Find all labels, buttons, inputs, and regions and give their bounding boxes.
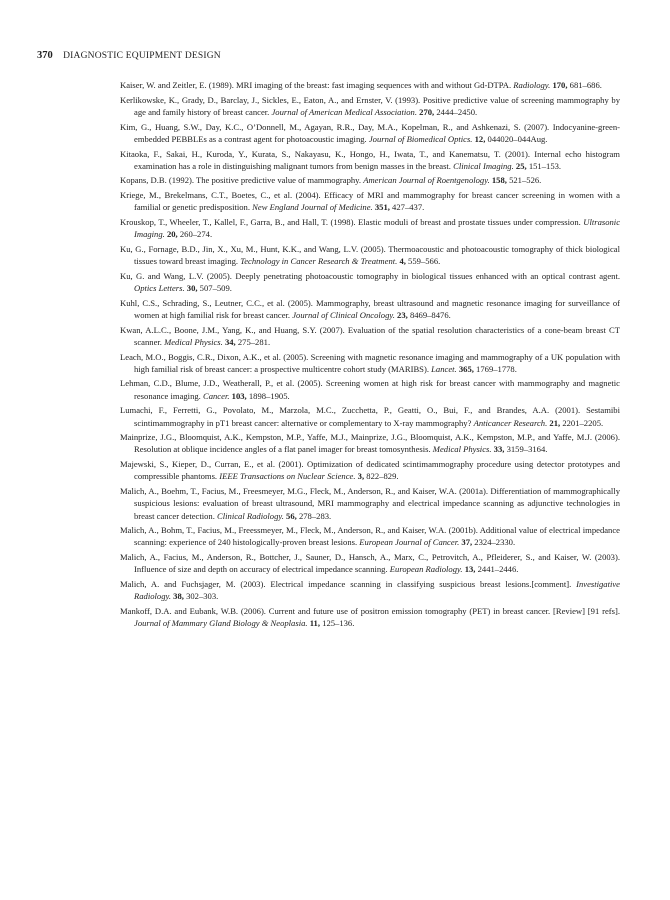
reference-entry <box>120 351 620 375</box>
reference-entry <box>120 431 620 455</box>
ref-authors: Kitaoka, F., Sakai, H., Kuroda, Y., Kurata, S., Nakayasu, K., Hongo, H., Iwata, T., and Kanematsu, T. (2001). Internal echo histogram examination has a role in distinguishing malignant tumors from benign masses in the breast. <box>120 148 620 171</box>
ref-volume: 351, <box>374 202 390 213</box>
reference-entry <box>120 578 620 602</box>
ref-authors: Kaiser, W. and Zeitler, E. (1989). MRI imaging of the breast: fast imaging sequences with and without Gd-DTPA. <box>120 80 512 90</box>
ref-volume: 4, <box>399 256 406 267</box>
ref-volume: 38, <box>173 591 184 602</box>
ref-journal: Journal of Mammary Gland Biology & Neoplasia. <box>134 618 308 629</box>
ref-journal: Radiology. <box>513 80 551 90</box>
ref-volume: 11, <box>309 618 320 629</box>
reference-entry <box>120 551 620 575</box>
reference-entry <box>120 79 620 91</box>
ref-volume: 34, <box>224 336 236 347</box>
ref-volume: 33, <box>493 444 505 455</box>
ref-authors: Malich, A., Facius, M., Anderson, R., Bottcher, J., Sauner, D., Hansch, A., Marx, C., Petrovitch, A., Pfleiderer, S., and Kaiser, W. (2003). Influence of size and depth on accuracy of electrical impedance scanning. <box>120 552 620 575</box>
reference-entry <box>120 148 620 172</box>
ref-journal: New England Journal of Medicine. <box>252 202 373 213</box>
reference-entry <box>120 94 620 118</box>
ref-pages: 151–153. <box>528 160 562 171</box>
ref-authors: Ku, G., Fornage, B.D., Jin, X., Xu, M., Hunt, K.K., and Wang, L.V. (2005). Thermoacoustic and photoacoustic tomography of thick biological tissues toward breast imaging. <box>120 243 620 267</box>
ref-journal: Journal of American Medical Association. <box>271 106 417 117</box>
ref-journal: Journal of Biomedical Optics. <box>368 133 473 144</box>
running-title: DIAGNOSTIC EQUIPMENT DESIGN <box>63 51 221 61</box>
ref-authors: Kwan, A.L.C., Boone, J.M., Yang, K., and Huang, S.Y. (2007). Evaluation of the spatial resolution characteristics of a cone-beam breast CT scanner. <box>120 324 620 347</box>
ref-pages: 3159–3164. <box>506 444 548 455</box>
ref-authors: Ku, G. and Wang, L.V. (2005). Deeply penetrating photoacoustic tomography in biological tissues enhanced with an optical contrast agent. <box>120 270 620 281</box>
ref-authors: Mainprize, J.G., Bloomquist, A.K., Kempston, M.P., Yaffe, M.J., Mainprize, J.G., Bloomquist, A.K., Kempston, M.P., and Yaffe, M.J. (2006). Resolution at oblique incidence angles of a flat panel imager for breast tomosynthesis. <box>120 432 620 455</box>
ref-journal: Medical Physics. <box>432 444 492 455</box>
ref-pages: 302–303. <box>186 591 219 602</box>
ref-volume: 37, <box>461 537 473 548</box>
ref-volume: 3, <box>357 471 365 482</box>
reference-entry <box>120 377 620 401</box>
ref-pages: 8469–8476. <box>409 309 451 320</box>
ref-pages: 1898–1905. <box>248 390 290 401</box>
ref-pages: 2201–2205. <box>562 417 604 428</box>
reference-entry <box>120 174 620 186</box>
reference-entry <box>120 605 620 629</box>
ref-journal: European Journal of Cancer. <box>359 537 460 548</box>
ref-journal: Journal of Clinical Oncology. <box>292 309 395 320</box>
ref-authors: Leach, M.O., Boggis, C.R., Dixon, A.K., et al. (2005). Screening with magnetic resonance imaging and mammography of a UK population with high familial risk of breast cancer: a prospective multicentre cohort study (MARIBS). <box>120 351 620 374</box>
reference-entry <box>120 270 620 294</box>
ref-authors: Majewski, S., Kieper, D., Curran, E., et al. (2001). Optimization of dedicated scintimammography procedure using detector prototypes and compressible phantoms. <box>120 459 620 482</box>
ref-pages: 044020–044Aug. <box>487 133 548 144</box>
ref-authors: Kriege, M., Brekelmans, C.T., Boetes, C., et al. (2004). Efficacy of MRI and mammography for breast cancer screening in women with a familial or genetic predisposition. <box>120 190 620 213</box>
ref-volume: 270, <box>419 106 435 117</box>
ref-journal: American Journal of Roentgenology. <box>363 175 490 186</box>
reference-entry <box>120 524 620 548</box>
ref-volume: 12, <box>474 133 486 144</box>
ref-authors: Kopans, D.B. (1992). The positive predictive value of mammography. <box>120 175 362 186</box>
ref-journal: Clinical Radiology. <box>217 510 284 521</box>
ref-journal: Cancer. <box>202 390 230 401</box>
ref-journal: Medical Physics. <box>164 336 223 347</box>
ref-volume: 23, <box>397 309 408 320</box>
ref-pages: 427–437. <box>392 202 425 213</box>
ref-journal: Anticancer Research. <box>473 417 548 428</box>
ref-authors: Kuhl, C.S., Schrading, S., Leutner, C.C., et al. (2005). Mammography, breast ultrasound and magnetic resonance imaging for surveillance of women at high familial risk for breast cancer. <box>120 297 620 320</box>
ref-volume: 13, <box>464 564 476 575</box>
ref-journal: Investigative Radiology. <box>134 579 620 602</box>
ref-volume: 170, <box>552 80 568 90</box>
ref-pages: 2444–2450. <box>436 106 478 117</box>
ref-pages: 260–274. <box>179 229 213 240</box>
ref-volume: 158, <box>491 175 507 186</box>
reference-entry <box>120 243 620 267</box>
reference-list <box>120 79 620 632</box>
ref-authors: Malich, A., Boehm, T., Facius, M., Freesmeyer, M.G., Fleck, M., Anderson, R., and Kaiser, W.A. (2001a). Differentiation of mammographically suspicious lesions: evaluation of breast ultrasound, MRI mammography and electrical impedance scanning as adjunctive technologies in breast cancer detection. <box>120 486 620 521</box>
ref-pages: 822–829. <box>366 471 399 482</box>
ref-pages: 2324–2330. <box>474 537 516 548</box>
ref-journal: IEEE Transactions on Nuclear Science. <box>219 471 356 482</box>
ref-authors: Krouskop, T., Wheeler, T., Kallel, F., Garra, B., and Hall, T. (1998). Elastic moduli of breast and prostate tissues under compression. <box>120 217 581 228</box>
reference-entry <box>120 189 620 213</box>
ref-journal: Ultrasonic Imaging. <box>134 217 621 240</box>
ref-pages: 125–136. <box>322 618 355 629</box>
page-header <box>37 50 630 64</box>
reference-entry <box>120 324 620 348</box>
ref-journal: Lancet. <box>431 363 457 374</box>
reference-entry <box>120 485 620 522</box>
ref-pages: 521–526. <box>509 175 542 186</box>
ref-authors: Lumachi, F., Ferretti, G., Povolato, M., Marzola, M.C., Zucchetta, P., Geatti, O., Bui, F., and Brandes, A.A. (2001). Sestamibi scintimammography in pT1 breast cancer: alternative or complementary to X-ray mammography? <box>120 405 620 428</box>
ref-pages: 507–509. <box>199 283 232 294</box>
ref-pages: 275–281. <box>237 336 271 347</box>
ref-authors: Kerlikowske, K., Grady, D., Barclay, J., Sickles, E., Eaton, A., and Ernster, V. (1993). Positive predictive value of screening mammography by age and family history of breast cancer. <box>120 94 620 117</box>
reference-entry <box>120 121 620 145</box>
ref-volume: 365, <box>458 363 474 374</box>
ref-authors: Malich, A., Bohm, T., Facius, M., Freessmeyer, M., Fleck, M., Anderson, R., and Kaiser, W.A. (2001b). Additional value of electrical impedance scanning: experience of 240 histologically-proven breast lesions. <box>120 525 620 548</box>
reference-entry <box>120 404 620 428</box>
reference-entry <box>120 458 620 482</box>
ref-journal: Technology in Cancer Research & Treatment. <box>240 256 398 267</box>
ref-pages: 1769–1778. <box>476 363 517 374</box>
ref-journal: European Radiology. <box>389 564 463 575</box>
ref-authors: Lehman, C.D., Blume, J.D., Weatherall, P., et al. (2005). Screening women at high risk for breast cancer with mammography and magnetic resonance imaging. <box>120 378 620 401</box>
ref-volume: 103, <box>231 390 247 401</box>
reference-entry <box>120 216 620 240</box>
ref-pages: 278–283. <box>298 510 332 521</box>
ref-volume: 21, <box>549 417 561 428</box>
ref-volume: 25, <box>515 160 527 171</box>
ref-journal: Clinical Imaging. <box>453 160 514 171</box>
reference-entry <box>120 297 620 321</box>
page-number: 370 <box>37 50 53 61</box>
ref-journal: Optics Letters. <box>134 283 185 294</box>
ref-volume: 30, <box>186 283 198 294</box>
ref-volume: 56, <box>286 510 297 521</box>
ref-pages: 681–686. <box>569 80 602 90</box>
ref-pages: 559–566. <box>408 256 441 267</box>
ref-volume: 20, <box>166 229 178 240</box>
ref-authors: Kim, G., Huang, S.W., Day, K.C., O’Donnell, M., Agayan, R.R., Day, M.A., Kopelman, R., and Ashkenazi, S. (2007). Indocyanine-green-embedded PEBBLEs as a contrast agent for photoacoustic imaging. <box>120 121 620 144</box>
ref-authors: Malich, A. and Fuchsjager, M. (2003). Electrical impedance scanning in classifying suspicious breast lesions.[comment]. <box>120 579 572 590</box>
ref-authors: Mankoff, D.A. and Eubank, W.B. (2006). Current and future use of positron emission tomography (PET) in breast cancer. [Review] [91 refs]. <box>120 605 620 616</box>
ref-pages: 2441–2446. <box>477 564 519 575</box>
